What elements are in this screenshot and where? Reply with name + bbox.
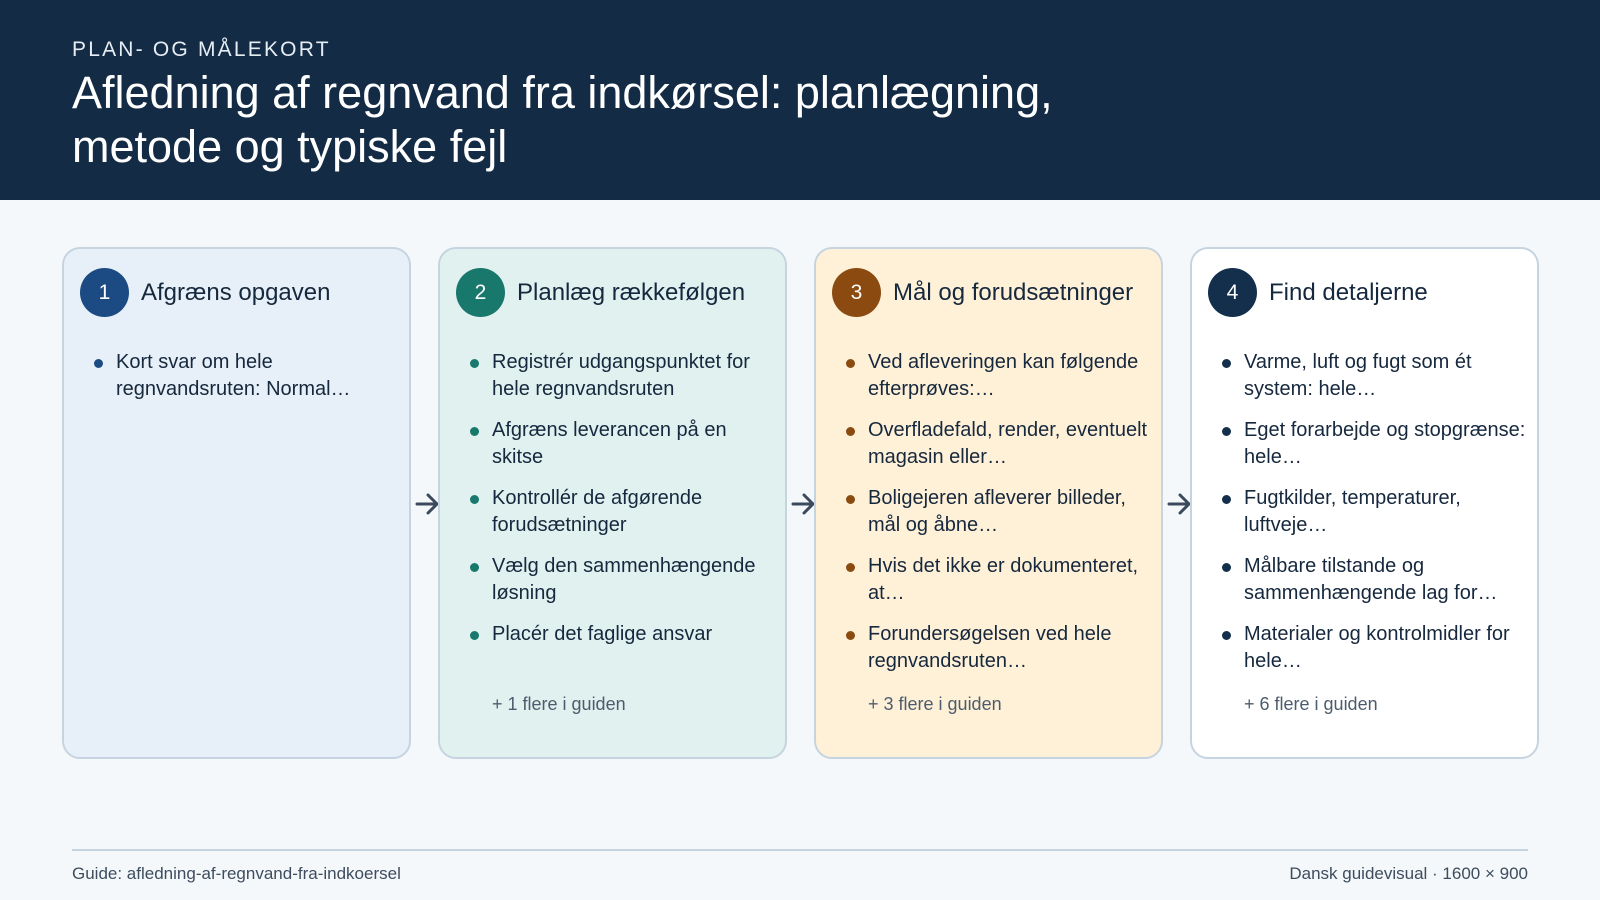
list-item: Kontrollér de afgørende forudsætninger [470, 485, 775, 539]
arrow-right-icon [790, 489, 816, 519]
list-item: Overfladefald, render, eventuelt magasin eller… [846, 417, 1151, 471]
card-title: Planlæg rækkefølgen [517, 278, 746, 306]
card-header [1208, 268, 1428, 317]
card-header [80, 268, 330, 317]
page-title: Afledning af regnvand fra indkørsel: planlægning, metode og typiske fejl [72, 67, 1053, 172]
step-card-4 [1190, 247, 1539, 759]
step-number-badge: 4 [1208, 268, 1257, 317]
footer-divider [72, 849, 1528, 851]
card-header [832, 268, 1133, 317]
card-bullet-list [846, 349, 1151, 689]
card-bullet-list [1222, 349, 1527, 689]
list-item: Ved afleveringen kan følgende efterprøves:… [846, 349, 1151, 403]
list-item: Placér det faglige ansvar [470, 621, 775, 648]
step-card-1 [62, 247, 411, 759]
step-number-badge: 3 [832, 268, 881, 317]
card-header [456, 268, 745, 317]
list-item: Registrér udgangspunktet for hele regnvandsruten [470, 349, 775, 403]
list-item: Forundersøgelsen ved hele regnvandsruten… [846, 621, 1151, 675]
footer-meta: Dansk guidevisual · 1600 × 900 [1289, 864, 1528, 883]
list-item: Hvis det ikke er dokumenteret, at… [846, 553, 1151, 607]
card-bullet-list [470, 349, 775, 662]
arrow-right-icon [1166, 489, 1192, 519]
card-title: Find detaljerne [1269, 278, 1428, 306]
list-item: Eget forarbejde og stopgrænse: hele… [1222, 417, 1527, 471]
list-item: Varme, luft og fugt som ét system: hele… [1222, 349, 1527, 403]
step-card-2 [438, 247, 787, 759]
list-item: Kort svar om hele regnvandsruten: Normal… [94, 349, 399, 403]
list-item: Vælg den sammenhængende løsning [470, 553, 775, 607]
list-item: Afgræns leverancen på en skitse [470, 417, 775, 471]
card-title: Mål og forudsætninger [893, 278, 1134, 306]
header-banner [0, 0, 1600, 200]
list-item: Fugtkilder, temperaturer, luftveje… [1222, 485, 1527, 539]
footer-guide-slug: Guide: afledning-af-regnvand-fra-indkoersel [72, 864, 401, 883]
list-item: Boligejeren afleverer billeder, mål og åbne… [846, 485, 1151, 539]
list-item: Materialer og kontrolmidler for hele… [1222, 621, 1527, 675]
card-bullet-list [94, 349, 399, 417]
more-in-guide-note: + 3 flere i guiden [868, 694, 1002, 714]
step-number-badge: 2 [456, 268, 505, 317]
card-title: Afgræns opgaven [141, 278, 331, 306]
step-number-badge: 1 [80, 268, 129, 317]
arrow-right-icon [414, 489, 440, 519]
more-in-guide-note: + 6 flere i guiden [1244, 694, 1378, 714]
step-card-3 [814, 247, 1163, 759]
list-item: Målbare tilstande og sammenhængende lag for… [1222, 553, 1527, 607]
more-in-guide-note: + 1 flere i guiden [492, 694, 626, 714]
eyebrow-label: PLAN- OG MÅLEKORT [72, 38, 331, 61]
